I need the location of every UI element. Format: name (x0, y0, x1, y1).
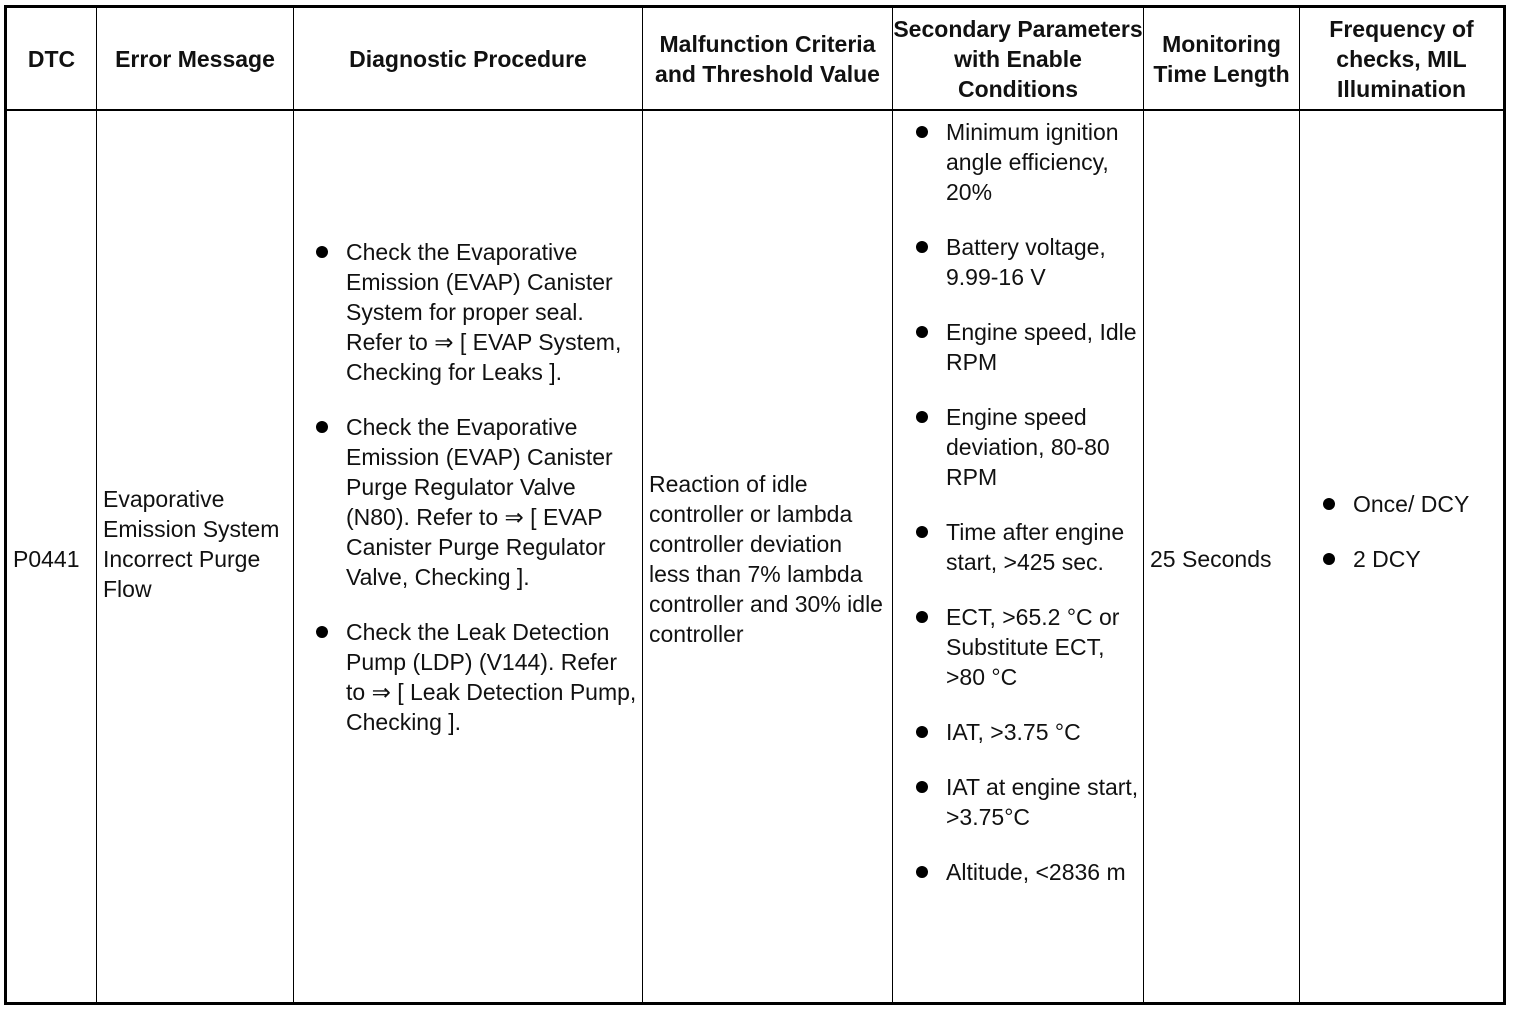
bullet-icon (916, 411, 928, 423)
diagnostic-procedure-list (313, 237, 637, 762)
bullet-icon (916, 611, 928, 623)
bullet-icon (916, 526, 928, 538)
list-item: Engine speed, Idle RPM (913, 317, 1141, 377)
list-item: Check the Evaporative Emission (EVAP) Canister System for proper seal. Refer to ⇒ [ EVAP System, Checking for Leaks ]. (313, 237, 637, 387)
list-item: Minimum ignition angle efficiency, 20% (913, 117, 1141, 207)
column-divider (1299, 8, 1300, 1002)
header-dtc: DTC (27, 45, 76, 72)
bullet-icon (316, 626, 328, 638)
column-divider (892, 8, 893, 1002)
bullet-icon (916, 866, 928, 878)
list-item: Battery voltage, 9.99-16 V (913, 232, 1141, 292)
header-divider (7, 109, 1503, 111)
bullet-icon (1323, 498, 1335, 510)
monitoring-time: 25 Seconds (1150, 546, 1272, 572)
list-item: Once/ DCY (1320, 489, 1503, 519)
diagnostic-table (4, 5, 1506, 1005)
header-error-message: Error Message (115, 45, 275, 72)
bullet-icon (316, 246, 328, 258)
malfunction-criteria: Reaction of idle controller or lambda controller deviation less than 7% lambda controller and 30% idle controller (649, 471, 883, 647)
column-divider (1143, 8, 1144, 1002)
header-secondary-parameters: Secondary Parameters with Enable Conditions (893, 15, 1143, 102)
column-divider (293, 8, 294, 1002)
header-diagnostic-procedure: Diagnostic Procedure (349, 45, 587, 72)
secondary-parameters-list (913, 117, 1141, 912)
list-item: IAT, >3.75 °C (913, 717, 1141, 747)
dtc-code: P0441 (13, 546, 80, 572)
header-monitoring-time: Monitoring Time Length (1153, 30, 1290, 87)
bullet-icon (916, 326, 928, 338)
bullet-icon (316, 421, 328, 433)
list-item: Check the Leak Detection Pump (LDP) (V144). Refer to ⇒ [ Leak Detection Pump, Checking ]. (313, 617, 637, 737)
list-item: Time after engine start, >425 sec. (913, 517, 1141, 577)
frequency-list (1320, 489, 1503, 599)
bullet-icon (1323, 553, 1335, 565)
list-item: Check the Evaporative Emission (EVAP) Canister Purge Regulator Valve (N80). Refer to ⇒ [ EVAP Canister Purge Regulator Valve, Checking ]. (313, 412, 637, 592)
list-item: Altitude, <2836 m (913, 857, 1141, 887)
list-item: IAT at engine start, >3.75°C (913, 772, 1141, 832)
header-frequency: Frequency of checks, MIL Illumination (1329, 15, 1474, 102)
list-item: Engine speed deviation, 80-80 RPM (913, 402, 1141, 492)
column-divider (642, 8, 643, 1002)
error-message: Evaporative Emission System Incorrect Purge Flow (103, 486, 280, 602)
column-divider (96, 8, 97, 1002)
header-malfunction-criteria: Malfunction Criteria and Threshold Value (655, 30, 880, 87)
list-item: 2 DCY (1320, 544, 1503, 574)
bullet-icon (916, 241, 928, 253)
bullet-icon (916, 126, 928, 138)
list-item: ECT, >65.2 °C or Substitute ECT, >80 °C (913, 602, 1141, 692)
bullet-icon (916, 726, 928, 738)
bullet-icon (916, 781, 928, 793)
